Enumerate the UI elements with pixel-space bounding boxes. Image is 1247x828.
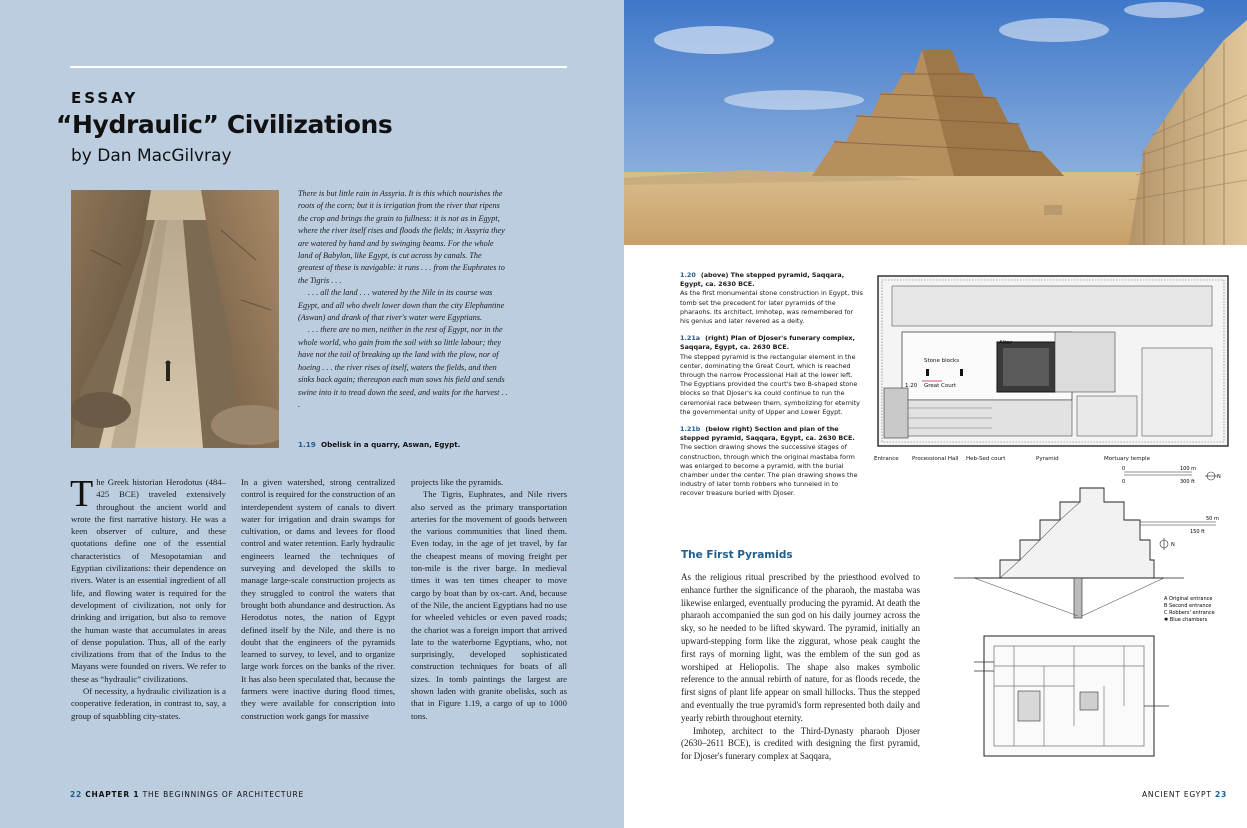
footer-chapter-title: THE BEGINNINGS OF ARCHITECTURE	[142, 790, 305, 799]
legend-second-entrance: B Second entrance	[1164, 603, 1212, 609]
drop-cap: T	[70, 473, 94, 515]
caption-1-20-text: As the first monumental stone construction in Egypt, this tomb set the precedent for later pyramids of the pharaohs. Its architect, Imhotep, was remembered for his genius and later revered as a deity.	[680, 289, 863, 326]
upper-scale-bar	[1122, 466, 1221, 485]
column-1-paragraph-2: Of necessity, a hydraulic civilization is a cooperative federation, in contrast to, say, a group of squabbling city-states.	[71, 686, 226, 721]
column-3-paragraph-2: The Tigris, Euphrates, and Nile rivers also served as the primary transportation arteries for the movement of goods between the various communities that lined them. Even today, in the age of jet travel, by far the cheapest means of moving freight per ton-mile is the river barge. In medieval times it was ten times cheaper to move cargo by boat than by ox-cart. And, because of the Nile, the ancient Egyptians had no use for wheeled vehicles or even paved roads; the chariot was a foreign import that arrived late to the waterborne Egyptians, who, not surprisingly, developed sophisticated construction techniques for boats of all sizes. In tomb paintings the largest are shown laden with granite obelisks, such as that in Figure 1.19, a cargo of up to 1000 tons.	[411, 489, 567, 721]
quote-paragraph-2: . . . all the land . . . watered by the Nile in its course was Egypt, and all who dwelt lower down than the city Elephantine (Aswan) and drank of that river's water were Egyptians.	[298, 288, 505, 323]
essay-title: “Hydraulic” Civilizations	[56, 110, 393, 139]
stepped-pyramid-photo	[624, 0, 1247, 245]
left-page-number: 22	[70, 790, 83, 799]
caption-1-21a	[680, 334, 864, 417]
legend-original-entrance: A Original entrance	[1164, 596, 1213, 602]
plan-scale-zero: 0	[1122, 466, 1126, 472]
caption-1-20-number: 1.20	[680, 271, 696, 279]
plan-label-great-court: Great Court	[924, 383, 957, 389]
right-body-paragraph-2: Imhotep, architect to the Third-Dynasty pharaoh Djoser (2630–2611 BCE), is credited with designing the first pyramid, for Djoser's funerary complex at Saqqara,	[681, 725, 920, 762]
column-2-paragraph-1: In a given watershed, strong centralized control is required for the construction of an interdependent system of canals to divert water for irrigation and drain swamps for cultivation, or dams and levees for flood control and water retention. Early hydraulic engineers learned the techniques of surveying and developed the skills to manage large-scale construction projects as they struggled to control the waters that brought both abundance and destruction. As Herodotus notes, the nation of Egypt defined itself by the Nile, and there is no doubt that the engineers of the pyramids learned to survey, to level, and to organize large work forces on the banks of the river. It has also been speculated that, because the farmers were inactive during flood times, they were available for conscription into construction work gangs for massive	[241, 477, 395, 721]
caption-1-19-text: Obelisk in a quarry, Aswan, Egypt.	[321, 440, 461, 449]
herodotus-quote	[298, 188, 508, 411]
footer-section-title: ANCIENT EGYPT	[1141, 790, 1212, 799]
caption-1-19-number: 1.19	[298, 440, 316, 449]
section-legend	[1164, 596, 1215, 623]
figure-captions	[680, 271, 864, 507]
plan-label-mortuary-temple: Mortuary temple	[1104, 456, 1150, 462]
section-scale-50m: 50 m	[1206, 516, 1219, 522]
right-page-number: 23	[1214, 790, 1227, 799]
plan-label-pyramid: Pyramid	[1036, 456, 1059, 462]
caption-1-21b-heading: (below right) Section and plan of the stepped pyramid, Saqqara, Egypt, ca. 2630 BCE.	[680, 425, 855, 443]
legend-robbers-entrance: C Robbers' entrance	[1164, 610, 1215, 616]
section-north-label: N	[1171, 542, 1175, 548]
essay-column-1	[70, 473, 226, 722]
essay-byline: by Dan MacGilvray	[71, 146, 232, 166]
obelisk-quarry-photo	[71, 190, 279, 448]
quote-paragraph-3: . . . there are no men, neither in the rest of Egypt, nor in the whole world, who gain from the soil with so little labour; they have not the toil of breaking up the land with the plow, nor of hoeing . . . the river rises of itself, waters the fields, and then sinks back again; thereupon each man sows his field and sends swine into it to tread down the seed, and waits for the harvest . . .	[298, 325, 508, 409]
essay-column-2	[241, 476, 395, 722]
funerary-complex-plan	[872, 268, 1234, 468]
caption-1-21a-number: 1.21a	[680, 334, 701, 343]
column-3-paragraph-1: projects like the pyramids.	[411, 477, 504, 487]
plan-label-heb-sed: Heb-Sed court	[966, 456, 1006, 462]
plan-label-altar: Altar	[999, 340, 1013, 346]
caption-1-19	[298, 440, 528, 449]
pyramid-section-plan	[954, 466, 1239, 772]
section-scale-150ft: 150 ft	[1190, 529, 1205, 535]
caption-1-21b	[680, 425, 864, 499]
plan-label-processional-hall: Processional Hall	[912, 456, 959, 462]
essay-kicker: ESSAY	[71, 89, 139, 107]
right-page	[624, 0, 1247, 828]
right-body-paragraph-1: As the religious ritual prescribed by the priesthood evolved to enhance further the significance of the pharaoh, the mastaba was likewise enlarged, eventually producing the pyramid. At death the pharaoh accompanied the sun god on his daily journey across the sky, so he needed to be lifted skyward. The pyramid, initially an upward-stepping form like the ziggurat, whose peak caught the first rays of morning light, was the emblem of the sun god as worshiped at Heliopolis. The shape also makes symbolic reference to the annual rebirth of nature, for as floods recede, the first signs of plant life appear on small hillocks. Thus the stepped and eventually the true pyramid's form represented both daily and yearly rebirth throughout eternity.	[681, 572, 920, 723]
plan-north-label: N	[1217, 474, 1221, 480]
section-heading: The First Pyramids	[681, 549, 793, 561]
legend-blue-chambers: ✱ Blue chambers	[1164, 617, 1208, 623]
plan-scale-100m: 100 m	[1180, 466, 1197, 472]
plan-label-fig-ref: 1.20	[905, 383, 918, 389]
left-footer	[70, 790, 304, 799]
plan-scale-zero-ft: 0	[1122, 479, 1126, 485]
right-footer	[1142, 790, 1227, 799]
caption-1-21a-heading: (right) Plan of Djoser's funerary complex, Saqqara, Egypt, ca. 2630 BCE.	[680, 334, 855, 352]
quote-paragraph-1: There is but little rain in Assyria. It is this which nourishes the roots of the corn; but it is irrigation from the river that ripens the crop and brings the grain to fullness: it is not as in Egypt, where the river itself rises and floods the fields; in Assyria they are watered by hand and by swinging beams. For the whole land of Babylon, like Egypt, is cut across by canals. The greatest of these is navigable: it runs . . . from the Euphrates to the Tigris . . .	[298, 189, 505, 285]
right-body-text	[681, 571, 920, 763]
essay-column-3	[411, 476, 567, 722]
caption-1-21b-number: 1.21b	[680, 425, 701, 434]
plan-label-entrance: Entrance	[874, 456, 899, 462]
caption-1-21b-text: The section drawing shows the successive stages of construction, through which the original mastaba form was enlarged to become a pyramid, with the burial chamber under the center. The plan drawing shows the industry of later tomb robbers who tunneled in to recover treasure buried with Djoser.	[680, 443, 858, 498]
plan-scale-300ft: 300 ft	[1180, 479, 1195, 485]
top-rule	[70, 66, 567, 68]
caption-1-20-heading: (above) The stepped pyramid, Saqqara, Egypt, ca. 2630 BCE.	[680, 271, 845, 289]
caption-1-21a-text: The stepped pyramid is the rectangular element in the center, dominating the Great Court, which is reached through the narrow Processional Hall at the lower left. The Egyptians provided the court's two B-shaped stone blocks so that Djoser's ka could continue to run the ceremonial race between them, symbolizing for eternity the governmental unity of Upper and Lower Egypt.	[680, 352, 860, 416]
plan-label-stone-blocks: Stone blocks	[924, 358, 960, 364]
column-1-paragraph-1: he Greek historian Herodotus (484–425 BCE) traveled extensively throughout the ancient world and wrote the first narrative history. He was a keen observer of culture, and these quotations define one of the essential characteristics of Mesopotamian and Egyptian civilizations: their dependence on rivers. Water is an essential ingredient of all life, and flowing water is required for the development of civilization, not only for drinking and irrigation, but also to remove the human waste that accumulates in areas of dense population. Thus, all of the early civilizations from that of the Indus to the Mayans were founded on rivers. We refer to these as “hydraulic” civilizations.	[71, 477, 226, 684]
caption-1-20	[680, 271, 864, 326]
footer-chapter: CHAPTER 1	[85, 790, 140, 799]
